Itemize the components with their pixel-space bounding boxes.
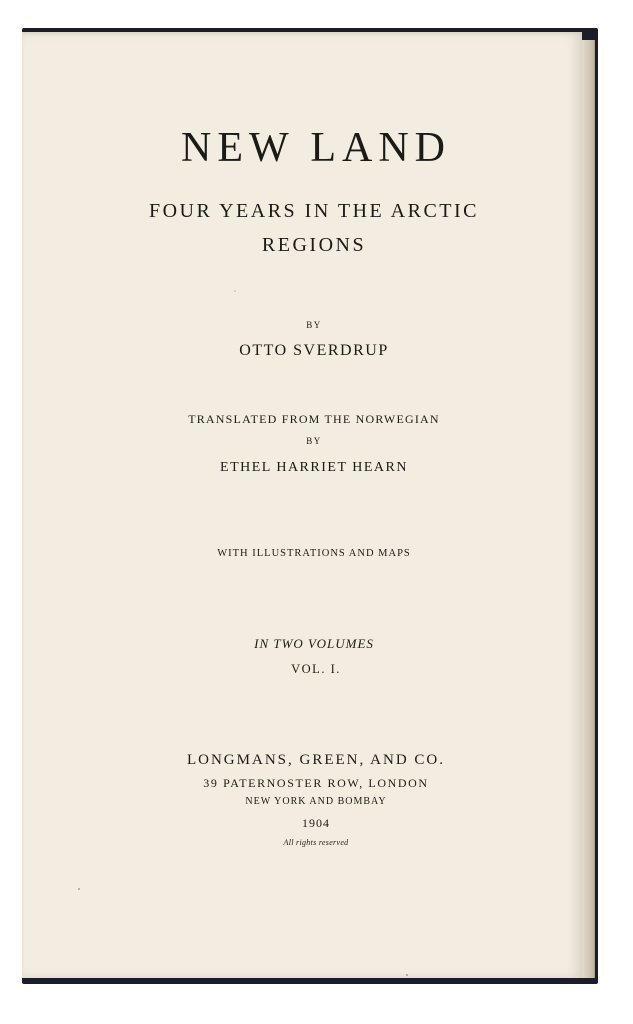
paper-speck (234, 290, 236, 292)
volume-number: VOL. I. (291, 662, 341, 676)
paper-speck (78, 888, 80, 890)
book-title: NEW LAND (180, 125, 452, 171)
paper-speck (406, 974, 408, 976)
by-label-author: BY (306, 320, 322, 330)
publisher-address: 39 PATERNOSTER ROW, LONDON (203, 776, 429, 790)
title-page (22, 32, 582, 978)
publisher-name: LONGMANS, GREEN, AND CO. (186, 752, 445, 768)
by-label-translator: BY (306, 436, 322, 446)
rights-notice: All rights reserved (283, 838, 349, 847)
publisher-cities: NEW YORK AND BOMBAY (245, 796, 387, 807)
subtitle-line-2: REGIONS (261, 234, 367, 256)
publication-year: 1904 (302, 816, 330, 830)
volumes-note: IN TWO VOLUMES (254, 636, 374, 651)
translation-note: TRANSLATED FROM THE NORWEGIAN (188, 412, 440, 426)
illustrations-note: WITH ILLUSTRATIONS AND MAPS (217, 548, 411, 559)
author-name: OTTO SVERDRUP (239, 342, 389, 359)
translator-name: ETHEL HARRIET HEARN (220, 460, 408, 475)
subtitle-line-1: FOUR YEARS IN THE ARCTIC (148, 200, 480, 222)
